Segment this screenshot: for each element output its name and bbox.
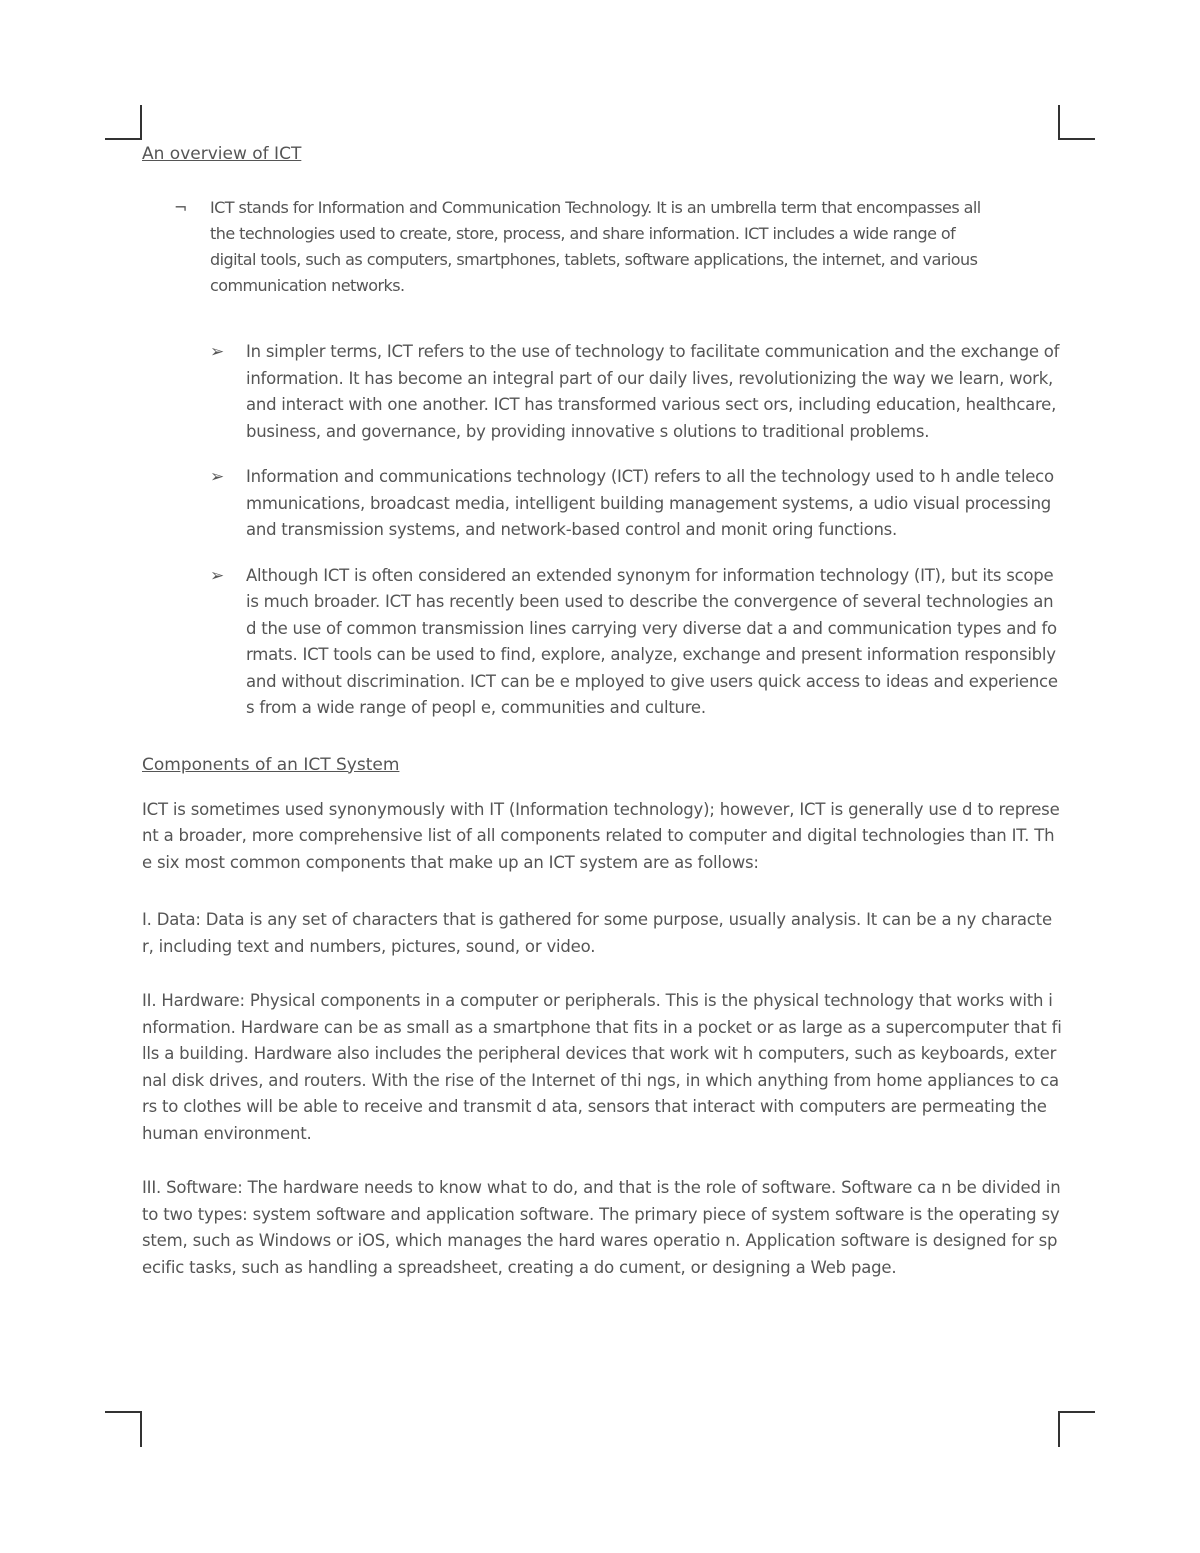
- bullet-item: [210, 339, 1060, 445]
- bullet-item: [210, 563, 1060, 722]
- components-intro-paragraph: ICT is sometimes used synonymously with IT (Information technology); however, ICT is generally use d to represent a broader, more comprehensive list of all components related to computer and digital technologies than IT. The six most common components that make up an ICT system are as follows:: [142, 799, 1060, 872]
- data-paragraph: I. Data: Data is any set of characters that is gathered for some purpose, usually analysis. It can be a ny character, including text and numbers, pictures, sound, or video.: [142, 910, 1052, 956]
- software-paragraph: III. Software: The hardware needs to know what to do, and that is the role of software. Software ca n be divided into two types: system software and application software. The primary piece of system software is the operating system, such as Windows or iOS, which manages the hard wares operatio n. Application software is designed for specific tasks, such as handling a spreadsheet, creating a do cument, or designing a Web page.: [142, 1178, 1061, 1277]
- crop-mark-bottom-right-vertical: [1058, 1411, 1060, 1447]
- arrow-bullet-icon: ➢: [210, 467, 224, 487]
- bullet-text: Information and communications technology (ICT) refers to all the technology used to h andle telecommunications, broadcast media, intelligent building management systems, a udio visual processing and transmission systems, and network-based control and monit oring functions.: [246, 467, 1054, 539]
- crop-mark-top-left-horizontal: [105, 138, 141, 140]
- arrow-bullet-list: [142, 339, 1062, 722]
- arrow-bullet-icon: ➢: [210, 342, 224, 362]
- dash-bullet-icon: ¬: [174, 198, 187, 217]
- page-content: [142, 141, 1062, 1281]
- hardware-paragraph: II. Hardware: Physical components in a computer or peripherals. This is the physical technology that works with information. Hardware can be as small as a smartphone that fits in a pocket or as large as a supercomputer that fills a building. Hardware also includes the peripheral devices that work wit h computers, such as keyboards, external disk drives, and routers. With the rise of the Internet of thi ngs, in which anything from home appliances to cars to clothes will be able to receive and transmit d ata, sensors that interact with computers are permeating the human environment.: [142, 991, 1062, 1143]
- bullet-item: [210, 464, 1060, 544]
- intro-item-text: ICT stands for Information and Communication Technology. It is an umbrella term that encompasses all the technologies used to create, store, process, and share information. ICT includes a wide range of digital tools, such as computers, smartphones, tablets, software applications, the internet, and various communication networks.: [210, 198, 981, 295]
- crop-mark-bottom-right-horizontal: [1058, 1411, 1095, 1413]
- intro-list-item: [174, 195, 1000, 299]
- crop-mark-top-right-vertical: [1058, 105, 1060, 140]
- components-heading: Components of an ICT System: [142, 754, 400, 775]
- overview-heading: An overview of ICT: [142, 144, 302, 164]
- crop-mark-bottom-left-vertical: [140, 1411, 142, 1447]
- intro-list: [142, 195, 1062, 299]
- arrow-bullet-icon: ➢: [210, 565, 224, 586]
- crop-mark-top-right-horizontal: [1058, 138, 1095, 140]
- crop-mark-top-left-vertical: [140, 105, 142, 140]
- crop-mark-bottom-left-horizontal: [105, 1411, 141, 1413]
- bullet-text: In simpler terms, ICT refers to the use of technology to facilitate communication and the exchange of information. It has become an integral part of our daily lives, revolutionizing the way we learn, work, and interact with one another. ICT has transformed various sect ors, including education, healthcare, business, and governance, by providing innovative s olutions to traditional problems.: [246, 342, 1060, 441]
- bullet-text: Although ICT is often considered an extended synonym for information technology (IT), but its scope is much broader. ICT has recently been used to describe the convergence of several technologies and the use of common transmission lines carrying very diverse dat a and communication types and formats. ICT tools can be used to find, explore, analyze, exchange and present information responsibly and without discrimination. ICT can be e mployed to give users quick access to ideas and experiences from a wide range of peopl e, communities and culture.: [246, 565, 1058, 717]
